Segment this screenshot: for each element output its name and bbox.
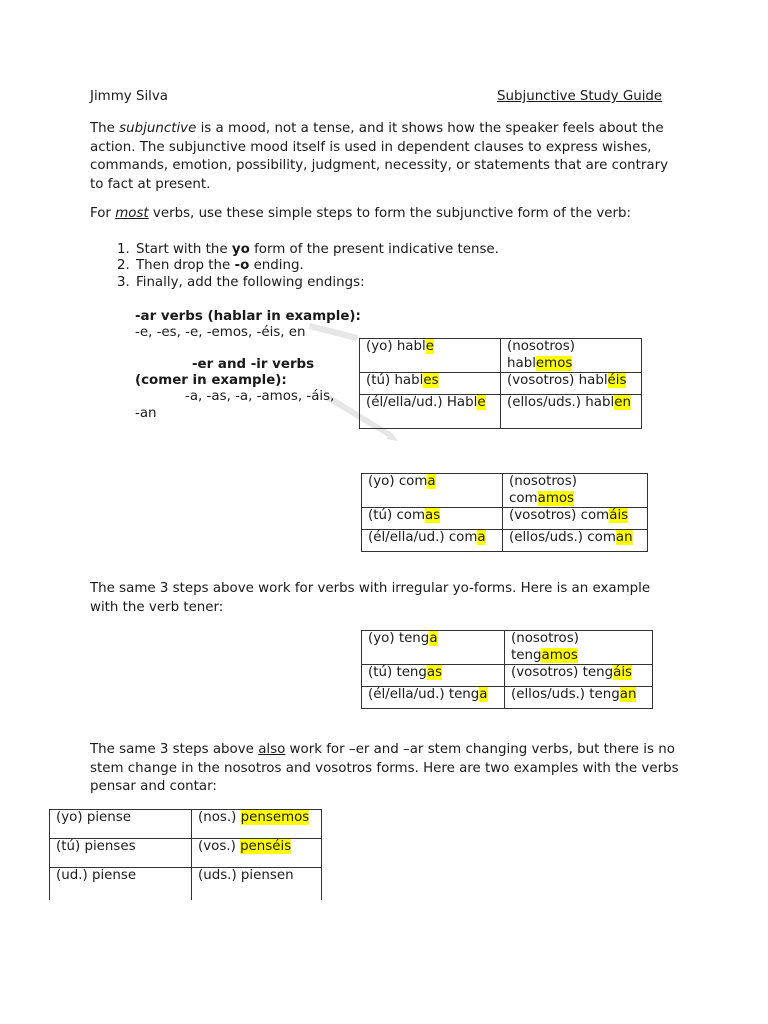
table-cell: (yo) hable	[360, 339, 501, 373]
step-item: 3. Finally, add the following endings:	[134, 275, 650, 291]
table-cell: (tú) pienses	[50, 839, 192, 868]
steps-intro: For most verbs, use these simple steps to form the subjunctive form of the verb:	[90, 206, 631, 221]
table-cell: (yo) tenga	[362, 631, 505, 665]
ar-endings: -e, -es, -e, -emos, -éis, en	[135, 325, 306, 340]
table-cell: (él/ella/ud.) coma	[362, 530, 503, 552]
step-item: 2. Then drop the -o ending.	[134, 258, 650, 274]
table-cell: (yo) piense	[50, 810, 192, 839]
table-cell: (nosotros) hablemos	[501, 339, 642, 373]
table-cell: (él/ella/ud.) Hable	[360, 395, 501, 429]
table-cell: (ud.) piense	[50, 868, 192, 900]
hablar-conjugation-table	[359, 338, 642, 429]
table-cell: (vosotros) habléis	[501, 373, 642, 395]
er-ir-endings-cont: -an	[135, 406, 157, 421]
stem-changing-paragraph: The same 3 steps above also work for –er and –ar stem changing verbs, but there is no stem change in the nosotros and vosotros forms. Here are two examples with the verbs pensar and contar:	[90, 742, 679, 794]
table-cell: (ellos/uds.) coman	[503, 530, 648, 552]
table-cell: (tú) comas	[362, 508, 503, 530]
er-ir-heading-line2: (comer in example):	[135, 373, 287, 388]
step-item: 1. Start with the yo form of the present indicative tense.	[134, 242, 650, 258]
ar-verbs-heading: -ar verbs (hablar in example):	[135, 309, 361, 324]
er-ir-heading-line1: -er and -ir verbs	[192, 357, 315, 372]
table-cell: (yo) coma	[362, 474, 503, 508]
er-ir-endings: -a, -as, -a, -amos, -áis,	[185, 389, 335, 404]
table-cell: (vosotros) tengáis	[505, 665, 653, 687]
table-cell: (él/ella/ud.) tenga	[362, 687, 505, 709]
table-cell: (nos.) pensemos	[192, 810, 322, 839]
table-cell: (ellos/uds.) hablen	[501, 395, 642, 429]
irregular-paragraph: The same 3 steps above work for verbs with irregular yo-forms. Here is an example with the verb tener:	[90, 581, 651, 615]
pensar-conjugation-table	[49, 809, 322, 900]
author-name: Jimmy Silva	[90, 89, 169, 104]
table-cell: (ellos/uds.) tengan	[505, 687, 653, 709]
table-cell: (nosotros) comamos	[503, 474, 648, 508]
steps-list	[90, 242, 650, 291]
document-title: Subjunctive Study Guide	[497, 89, 663, 104]
intro-paragraph: The subjunctive is a mood, not a tense, and it shows how the speaker feels about the action. The subjunctive mood itself is used in dependent clauses to express wishes, commands, emotion, possibility, judgment, necessity, or statements that are contrary to fact at present.	[90, 121, 669, 192]
table-cell: (uds.) piensen	[192, 868, 322, 900]
table-cell: (tú) tengas	[362, 665, 505, 687]
table-cell: (nosotros) tengamos	[505, 631, 653, 665]
table-cell: (vos.) penséis	[192, 839, 322, 868]
table-cell: (vosotros) comáis	[503, 508, 648, 530]
tener-conjugation-table	[361, 630, 653, 709]
table-cell: (tú) hables	[360, 373, 501, 395]
comer-conjugation-table	[361, 473, 648, 552]
